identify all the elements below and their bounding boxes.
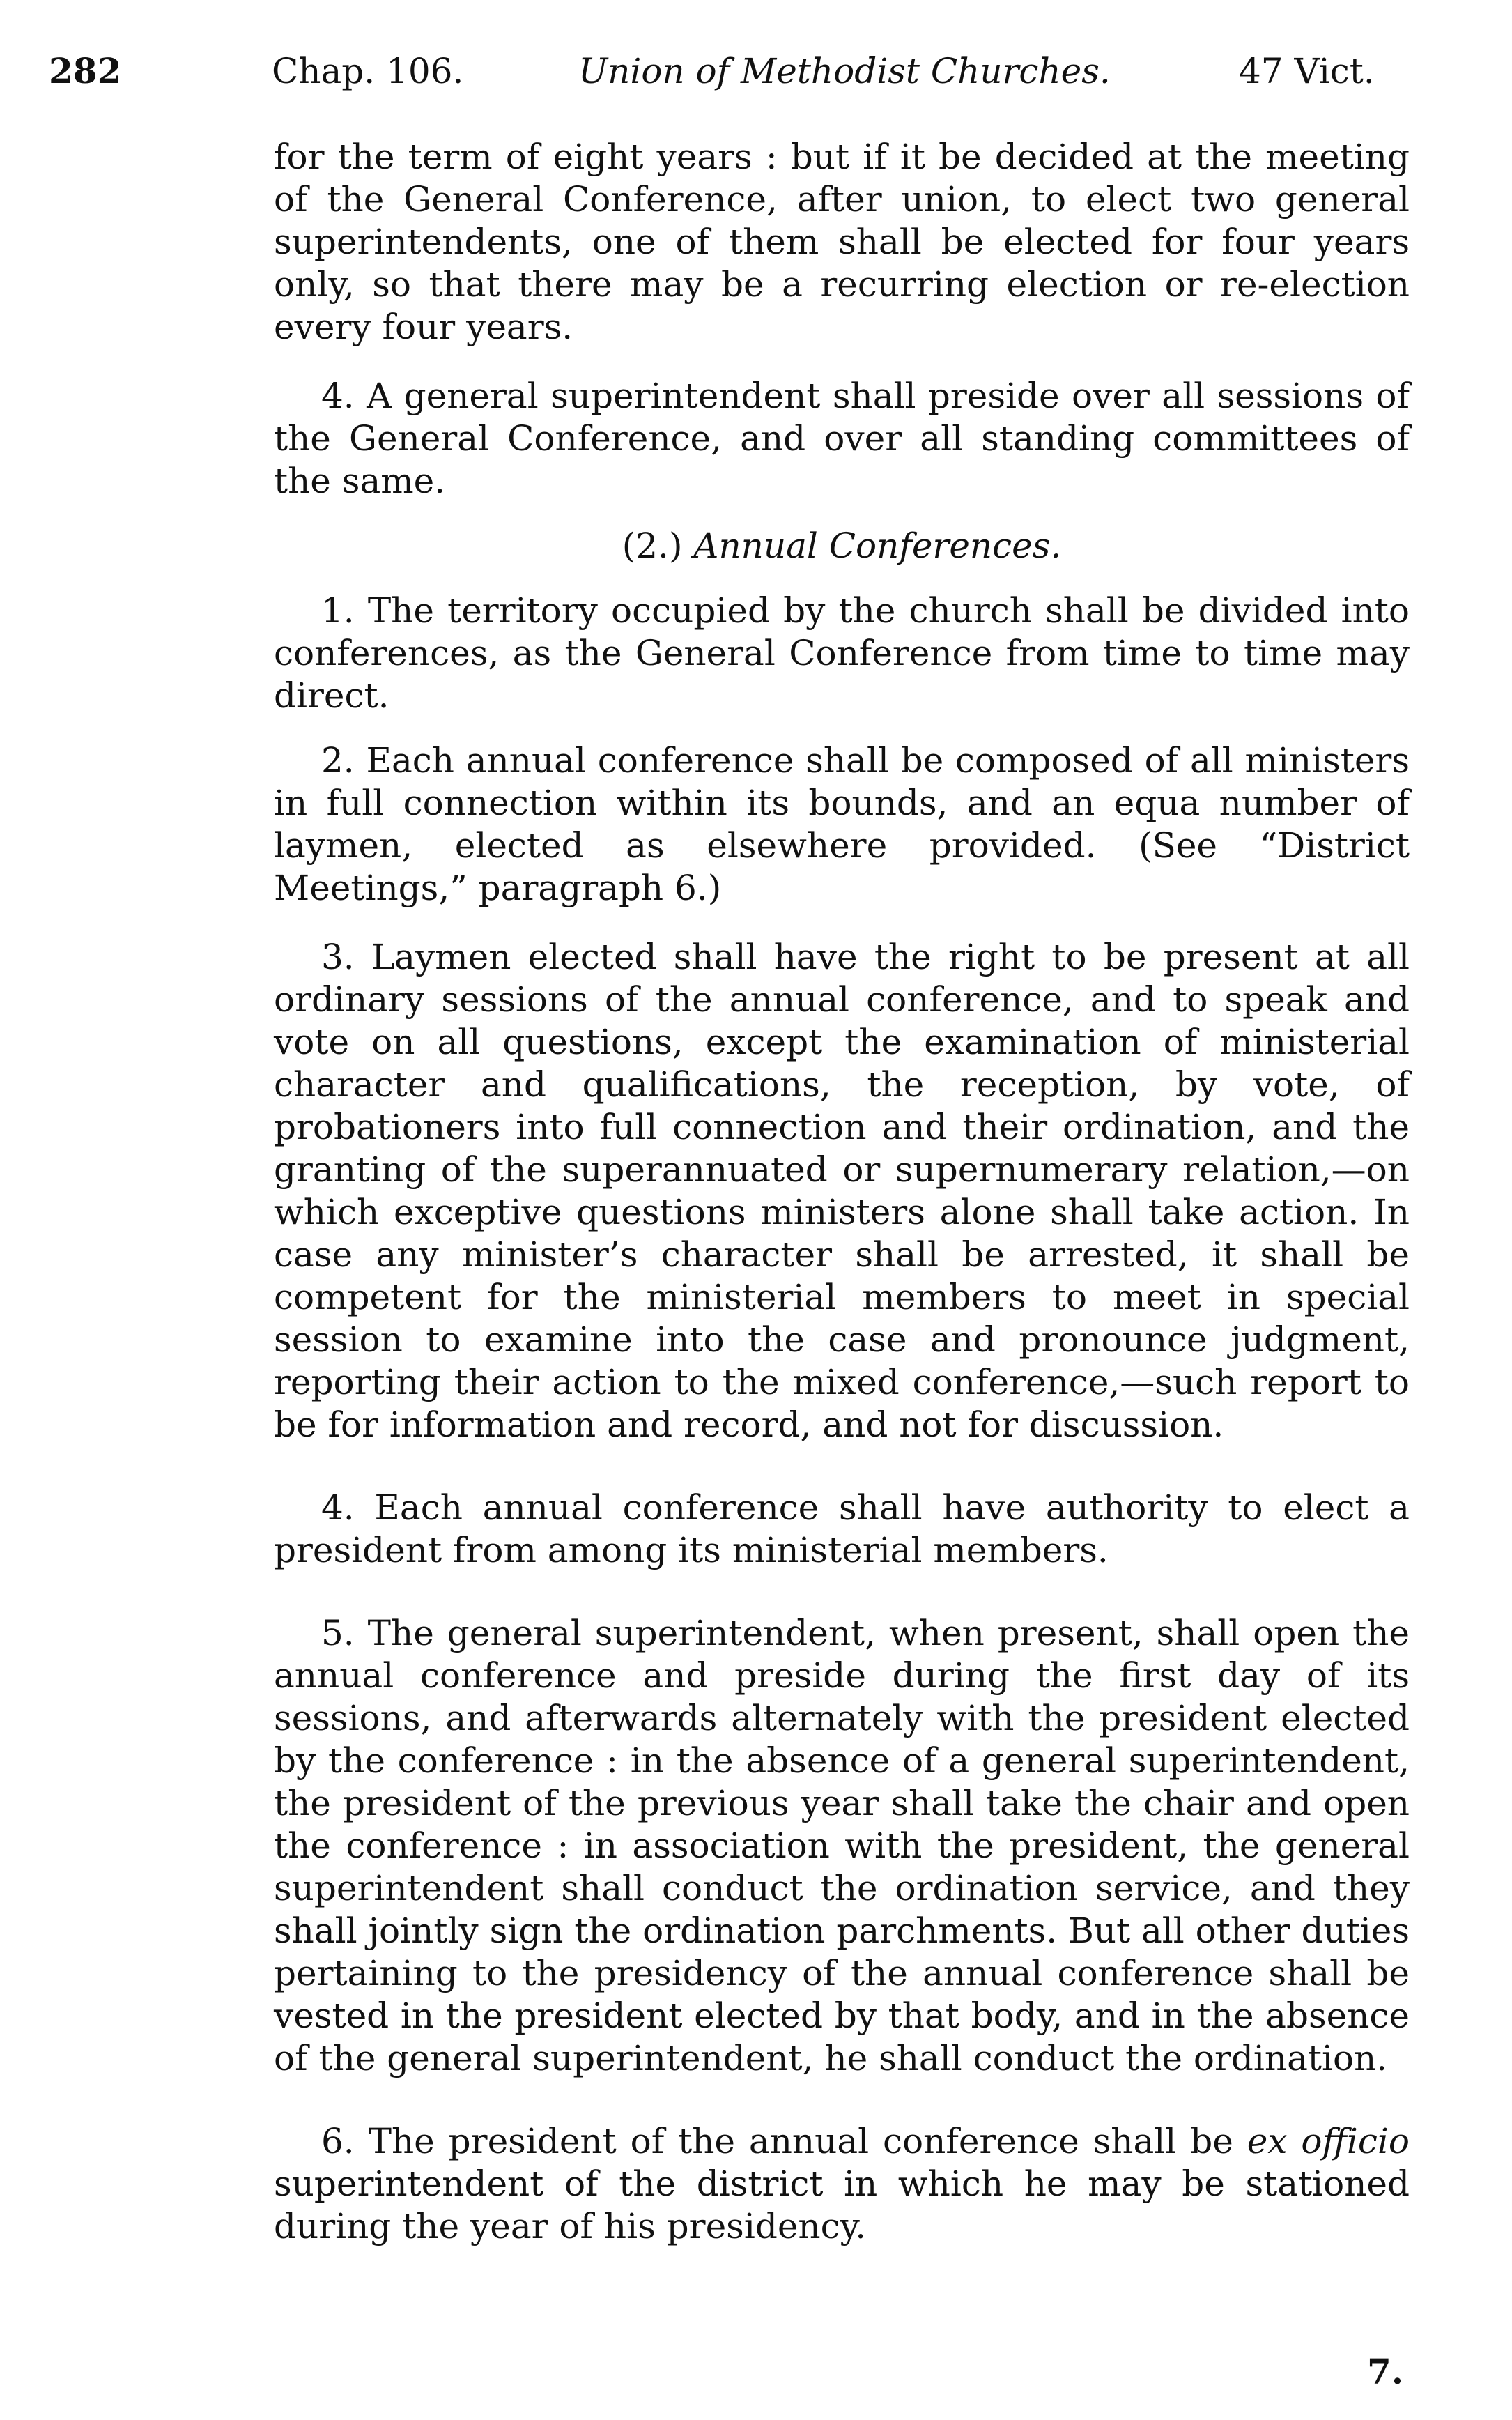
paragraph-4-general-superintendent: 4. A general superintendent shall preside over all sessions of the General Conference, and over all standing committees of the same.: [274, 376, 1410, 501]
paragraph-6-text-end: superintendent of the district in which he may be stationed during the year of his presidency.: [274, 2164, 1410, 2246]
section-number: (2.): [622, 526, 683, 566]
paragraph-continuation: for the term of eight years : but if it be decided at the meeting of the General Conference, after union, to elect two general superintendents, one of them shall be elected for four years only, so that there may be a recurring election or re-election every four years.: [274, 137, 1410, 347]
section-title: Annual Conferences.: [693, 526, 1062, 566]
paragraph-6-text-start: 6. The president of the annual conference shall be: [321, 2121, 1247, 2161]
paragraph-2-composition: 2. Each annual conference shall be composed of all ministers in full connection within its bounds, and an equa number of laymen, elected as elsewhere provided. (See “District Meetings,” paragraph 6.): [274, 740, 1410, 908]
ex-officio-term: ex officio: [1247, 2121, 1410, 2161]
body-text: [274, 136, 1410, 2248]
paragraph-4-president: 4. Each annual conference shall have authority to elect a president from among its ministerial members.: [274, 1487, 1410, 1570]
paragraph-3-laymen: 3. Laymen elected shall have the right to be present at all ordinary sessions of the annual conference, and to speak and vote on all questions, except the examination of ministerial character and qualifications, the reception, by vote, of probationers into full connection and their ordination, and the granting of the superannuated or supernumerary relation,—on which exceptive questions ministers alone shall take action. In case any minister’s character shall be arrested, it shall be competent for the ministerial members to meet in special session to examine into the case and pronounce judgment, reporting their action to the mixed conference,—such report to be for information and record, and not for discussion.: [274, 937, 1410, 1445]
regnal-year: 47 Vict.: [1239, 51, 1375, 91]
chapter-label: Chap. 106.: [272, 51, 464, 91]
page-number: 282: [49, 50, 122, 91]
paragraph-1-territory: 1. The territory occupied by the church shall be divided into conferences, as the General Conference from time to time may direct.: [274, 590, 1410, 716]
paragraph-6-president-superintendent: [274, 2120, 1410, 2248]
paragraph-5-general-superintendent: 5. The general superintendent, when present, shall open the annual conference and preside during the first day of its sessions, and afterwards alternately with the president elected by the conference : in the absence of a general superintendent, the president of the previous year shall take the chair and open the conference : in association with the president, the general superintendent shall conduct the ordination service, and they shall jointly sign the ordination parchments. But all other duties pertaining to the presidency of the annual conference shall be vested in the president elected by that body, and in the absence of the general superintendent, he shall conduct the ordination.: [274, 1613, 1410, 2078]
running-header: [49, 43, 1407, 99]
catchword: 7.: [1367, 2351, 1404, 2392]
section-heading: [274, 525, 1410, 567]
running-title: Union of Methodist Churches.: [578, 51, 1111, 91]
